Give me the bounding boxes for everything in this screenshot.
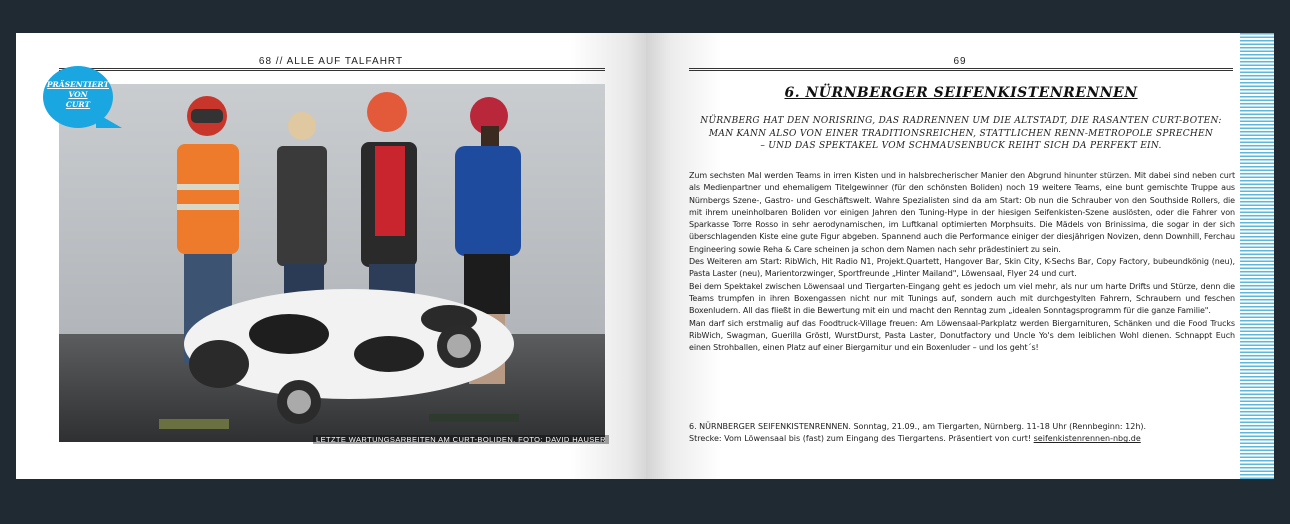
event-info-line-2 xyxy=(689,433,1235,445)
right-header-rule xyxy=(689,68,1233,71)
article-body xyxy=(689,170,1235,354)
badge-line-2: VON xyxy=(68,90,88,99)
badge-tail xyxy=(96,113,122,128)
page-edge-stripes xyxy=(1240,33,1274,479)
team-photo xyxy=(59,84,605,442)
badge-line-1: PRÄSENTIERT xyxy=(46,80,110,89)
article-title: 6. NÜRNBERGER SEIFENKISTENRENNEN xyxy=(784,85,1138,101)
badge-line-3: CURT xyxy=(65,100,91,109)
right-page-header: 69 xyxy=(953,56,967,67)
event-info-line-1: 6. NÜRNBERGER SEIFENKISTENRENNEN. Sonntag, 21.09., am Tiergarten, Nürnberg. 11-18 Uhr (Rennbeginn: 12h). xyxy=(689,422,1147,431)
photo-scene xyxy=(59,84,605,442)
left-header-rule xyxy=(59,68,605,71)
paragraph-2: Des Weiteren am Start: RibWich, Hit Radio N1, Projekt.Quartett, Hangover Bar, Skin City, K-Sechs Bar, Copy Factory, bubeundkönig (neu), Pasta Laster (neu), Marientorzwinger, Sportfreunde „Hinter Mailand", Löwensaal, Flyer 24 und curt. xyxy=(689,257,1235,279)
paragraph-4: Man darf sich erstmalig auf das Foodtruck-Village freuen: Am Löwensaal-Parkplatz werden Biergarnituren, Schänken und die Food Trucks RibWich, Swagman, Guerilla Gröstl, WurstDurst, Pasta Laster, Donutfactory und Uncle Yo's dem leiblichen Wohl dienen. Schnappt Euch einen Strohballen, einen Platz auf einer Biergarnitur und ein Boxenluder – und los geht´s! xyxy=(689,318,1235,353)
lead-line-2: MAN KANN ALSO VON EINER TRADITIONSREICHEN, STATTLICHEN RENN-METROPOLE SPRECHEN xyxy=(708,128,1214,139)
photo-caption: LETZTE WARTUNGSARBEITEN AM CURT-BOLIDEN. FOTO: DAVID HAUSER xyxy=(313,435,609,444)
article-lead xyxy=(689,115,1233,153)
lead-line-1: NÜRNBERG HAT DEN NORISRING, DAS RADRENNEN UM DIE ALTSTADT, DIE RASANTEN CURT-BOTEN: xyxy=(700,116,1222,126)
event-info xyxy=(689,421,1235,446)
event-website-link[interactable]: seifenkistenrennen-nbg.de xyxy=(1033,434,1141,444)
right-page xyxy=(646,33,1274,479)
lead-line-3: – UND DAS SPEKTAKEL VOM SCHMAUSENBUCK REIHT SICH DA PERFEKT EIN. xyxy=(760,141,1162,151)
event-info-route: Strecke: Vom Löwensaal bis (fast) zum Eingang des Tiergartens. Präsentiert von curt! xyxy=(689,434,1032,444)
left-page-header: 68 // ALLE AUF TALFAHRT xyxy=(258,56,404,67)
paragraph-3: Bei dem Spektakel zwischen Löwensaal und Tiergarten-Eingang geht es jedoch um viel mehr, als nur um harte Drifts und Stürze, denn die Teams trumpfen in ihren Boxengassen nicht nur mit Tunings auf, sondern auch mit durchgestylten Fahrern, Schraubern und feschen Boxenludern. All das fließt in die Bewertung mit ein und macht den Renntag zum „idealen Sonntagsprogramm für die ganze Familie". xyxy=(689,281,1235,316)
paragraph-1: Zum sechsten Mal werden Teams in irren Kisten und in halsbrecherischer Manier den Abgrund hinunter stürzen. Mit dabei sind neben curt als Medienpartner und ehemaligem Titelgewinner (für den schönsten Boliden) noch 19 weitere Teams, eine bunt gemischte Truppe aus Nürnbergs Szene-, Gastro- und Geschäftswelt. Wahre Spezialisten sind da am Start: Ob nun die Schrauber von den Southside Rollers, die mit ihrem uneinholbaren Boliden vor einigen Jahren den Tuning-Hype in der hiesigen Seifenkisten-Szene auslösten, oder die Fahrer von Sparkasse Torre Rosso in sehr aerodynamischen, im Luftkanal optimierten Morphsuits. Die Mädels von Brinissima, die sogar in der sich überschlagenden Kiste eine gute Figur abgeben. Spannend auch die Performance einiger der diesjährigen Novizen, denn Downhill, Ferchau Engineering sowie Reha & Care scheinen ja schon dem Namen nach sehr prädestiniert zu sein. xyxy=(689,171,1235,254)
